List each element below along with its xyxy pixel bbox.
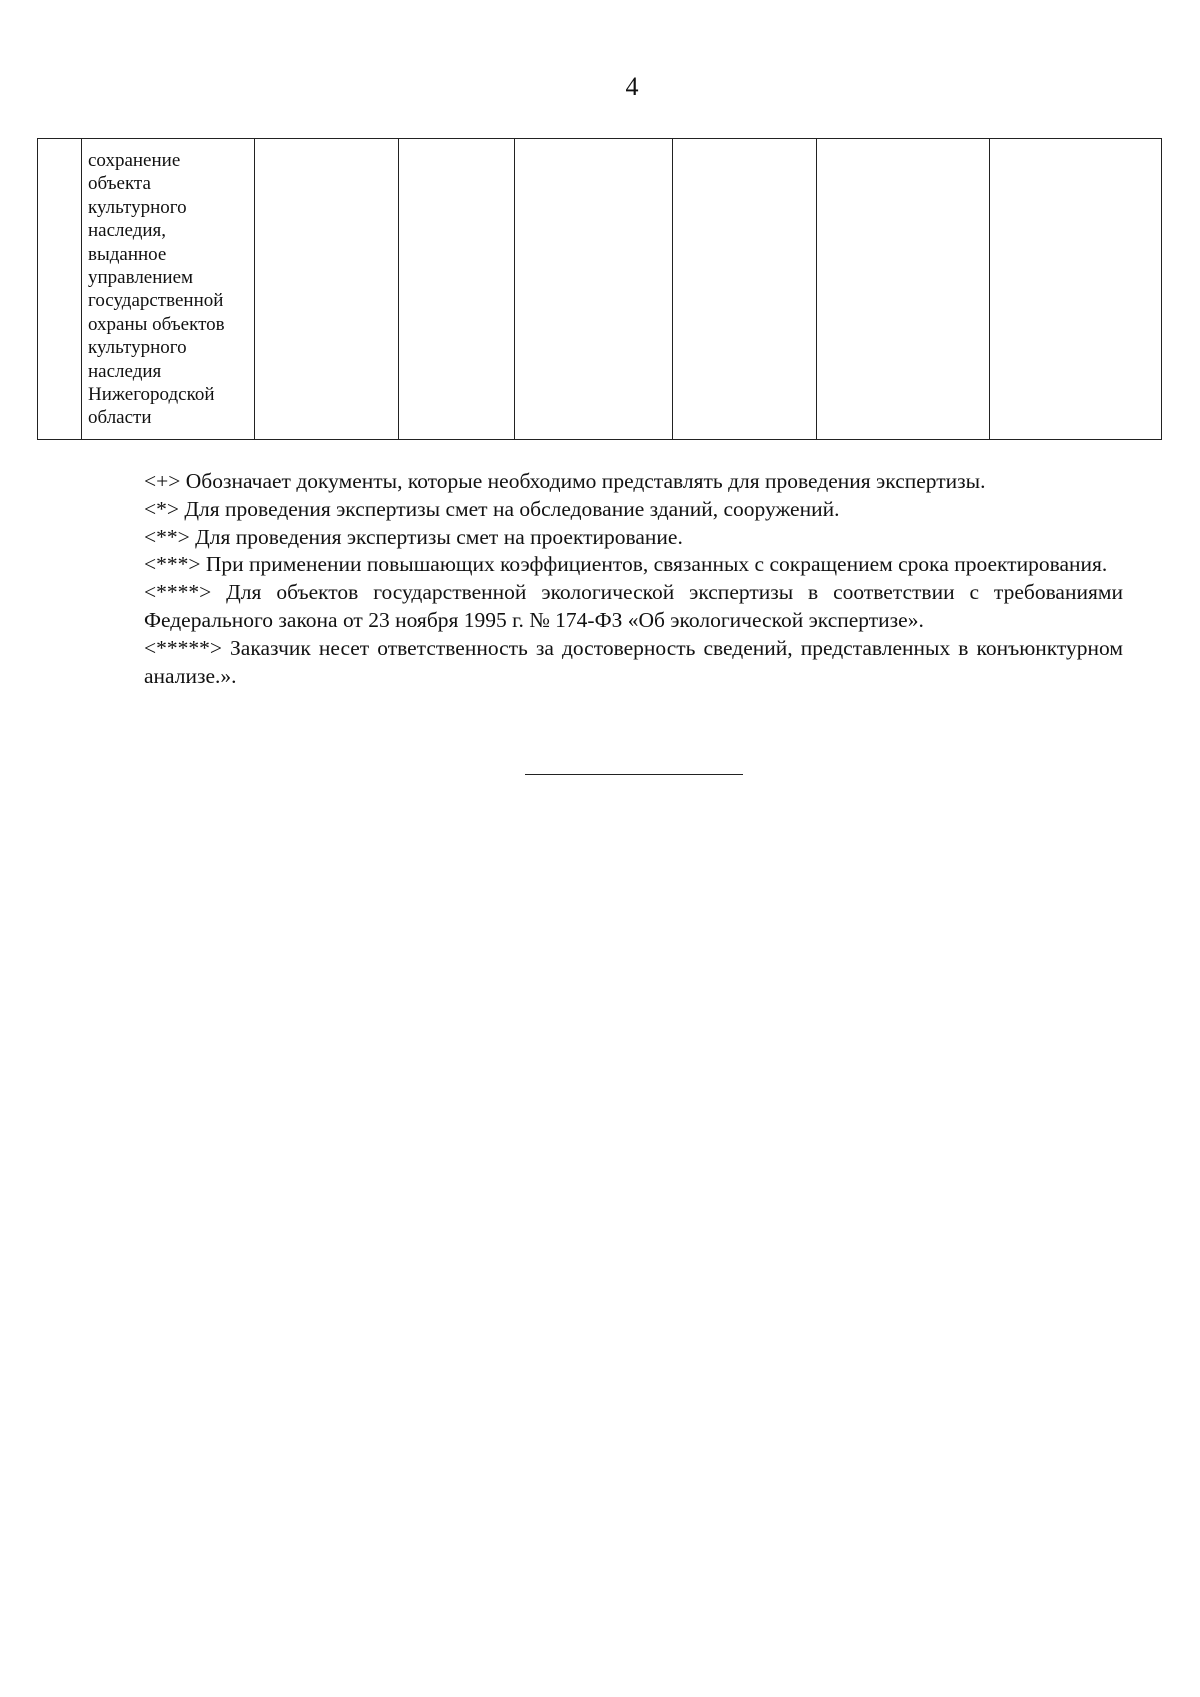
table-cell-empty	[399, 139, 515, 440]
footnote: <*****> Заказчик несет ответственность за достоверность сведений, представленных в конъюнктурном анализе.».	[144, 635, 1123, 688]
table-cell-document	[82, 139, 255, 440]
requirements-table	[37, 138, 1162, 440]
footnote: <***> При применении повышающих коэффициентов, связанных с сокращением срока проектирования.	[144, 552, 1108, 577]
footnote: <****> Для объектов государственной экологической экспертизы в соответствии с требованиями Федерального закона от 23 ноября 1995 г. № 174-ФЗ «Об экологической экспертизе».	[144, 580, 1123, 632]
document-description: сохранение объекта культурного наследия, выданное управлением государственной охраны объектов культурного наследия Нижегородской области	[88, 150, 225, 429]
table-cell-empty	[673, 139, 817, 440]
footnotes	[144, 468, 1123, 690]
page-number: 4	[625, 72, 639, 101]
table-cell-number	[38, 139, 82, 440]
table-row	[38, 139, 1162, 440]
table-cell-empty	[515, 139, 673, 440]
footnote: <+> Обозначает документы, которые необходимо представлять для проведения экспертизы.	[144, 469, 986, 493]
end-separator-line	[525, 774, 743, 775]
table-cell-empty	[990, 139, 1162, 440]
footnote: <**> Для проведения экспертизы смет на проектирование.	[144, 524, 683, 549]
table-cell-empty	[817, 139, 990, 440]
footnote: <*> Для проведения экспертизы смет на обследование зданий, сооружений.	[144, 496, 840, 521]
table-cell-empty	[255, 139, 399, 440]
